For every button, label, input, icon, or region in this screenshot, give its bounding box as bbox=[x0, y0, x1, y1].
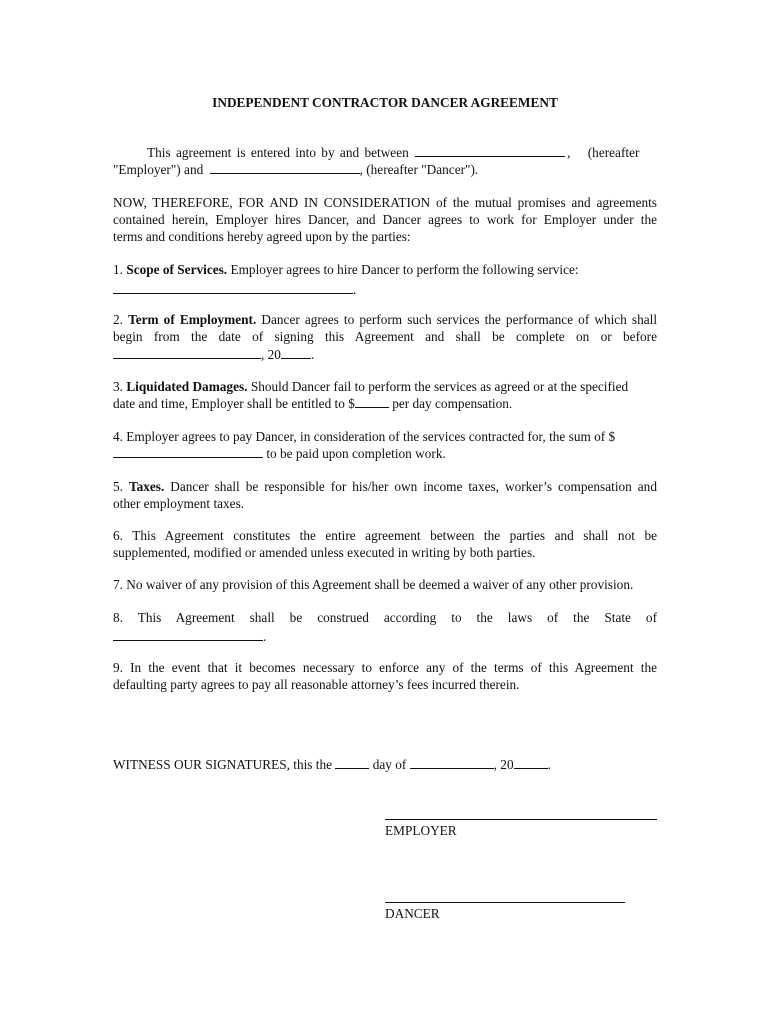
witness-day-of: day of bbox=[372, 757, 407, 772]
state-field[interactable] bbox=[113, 628, 263, 641]
clause3-line2-start: date and time, Employer shall be entitled to $ bbox=[113, 396, 355, 411]
completion-date-field[interactable] bbox=[113, 346, 261, 359]
witness-month-field[interactable] bbox=[410, 756, 494, 769]
clause6-line2: supplemented, modified or amended unless executed in writing by both parties. bbox=[113, 545, 536, 560]
witness-year-prefix: , 20 bbox=[493, 757, 514, 772]
intro-line1-start: This agreement is entered into by and between bbox=[147, 145, 409, 160]
clause3-line2-end: per day compensation. bbox=[392, 396, 513, 411]
witness-year-field[interactable] bbox=[514, 756, 548, 769]
dancer-signature-line[interactable] bbox=[385, 902, 625, 903]
consideration-paragraph bbox=[113, 194, 657, 245]
clause5-line2: other employment taxes. bbox=[113, 496, 245, 511]
completion-year-field[interactable] bbox=[281, 346, 311, 359]
clause1-heading: Scope of Services. bbox=[126, 262, 228, 277]
clause2-end: . bbox=[310, 347, 315, 362]
clause3-line1: Should Dancer fail to perform the services as agreed or at the specified bbox=[250, 379, 629, 394]
document-title: INDEPENDENT CONTRACTOR DANCER AGREEMENT bbox=[212, 95, 558, 110]
intro-line2-start: "Employer") and bbox=[113, 162, 204, 177]
dancer-label: DANCER bbox=[385, 906, 440, 921]
clause-payment bbox=[113, 428, 657, 462]
consideration-line2: contained herein, Employer hires Dancer, and Dancer agrees to work for Employer under the bbox=[113, 212, 657, 227]
clause3-heading: Liquidated Damages. bbox=[126, 379, 248, 394]
consideration-line1: NOW, THEREFORE, FOR AND IN CONSIDERATION of the mutual promises and agreements bbox=[113, 195, 657, 210]
clause2-line1: Dancer agrees to perform such services the performance of which shall bbox=[261, 312, 658, 327]
clause9-line2: defaulting party agrees to pay all reasonable attorney’s fees incurred therein. bbox=[113, 677, 520, 692]
clause-term-of-employment bbox=[113, 311, 657, 363]
clause1-number: 1. bbox=[113, 262, 123, 277]
clause-taxes bbox=[113, 478, 657, 512]
consideration-line3: terms and conditions hereby agreed upon by the parties: bbox=[113, 229, 411, 244]
clause1-end: . bbox=[353, 282, 357, 297]
clause8-line1: 8. This Agreement shall be construed according to the laws of the State of bbox=[113, 610, 657, 625]
dancer-name-field[interactable] bbox=[210, 161, 360, 174]
clause6-line1: 6. This Agreement constitutes the entire agreement between the parties and shall not be bbox=[113, 528, 657, 543]
clause2-heading: Term of Employment. bbox=[128, 312, 257, 327]
clause5-number: 5. bbox=[113, 479, 123, 494]
clause1-text: Employer agrees to hire Dancer to perform the following service: bbox=[230, 262, 579, 277]
intro-paragraph bbox=[113, 144, 657, 178]
clause-scope-of-services bbox=[113, 261, 657, 298]
clause-attorney-fees bbox=[113, 659, 657, 693]
clause8-end: . bbox=[263, 629, 267, 644]
employer-signature-line[interactable] bbox=[385, 819, 657, 820]
clause9-line1: 9. In the event that it becomes necessary to enforce any of the terms of this Agreement the bbox=[113, 660, 657, 675]
clause2-year-prefix: , 20 bbox=[261, 347, 281, 362]
intro-line2-end: , (hereafter "Dancer"). bbox=[359, 162, 479, 177]
witness-day-field[interactable] bbox=[335, 756, 369, 769]
clause-entire-agreement bbox=[113, 527, 657, 561]
employer-label: EMPLOYER bbox=[385, 823, 457, 838]
clause5-line1: Dancer shall be responsible for his/her own income taxes, worker’s compensation and bbox=[170, 479, 657, 494]
payment-amount-field[interactable] bbox=[113, 445, 263, 458]
daily-compensation-field[interactable] bbox=[355, 395, 389, 408]
clause3-number: 3. bbox=[113, 379, 123, 394]
witness-start: WITNESS OUR SIGNATURES, this the bbox=[113, 757, 333, 772]
clause2-number: 2. bbox=[113, 312, 123, 327]
clause-no-waiver bbox=[113, 576, 657, 593]
service-description-field[interactable] bbox=[113, 281, 353, 294]
clause4-line1: 4. Employer agrees to pay Dancer, in consideration of the services contracted for, the sum of $ bbox=[113, 429, 616, 444]
clause7-line1: 7. No waiver of any provision of this Agreement shall be deemed a waiver of any other provision. bbox=[113, 577, 634, 592]
witness-line bbox=[113, 756, 657, 773]
intro-line1-end: , (hereafter bbox=[567, 145, 640, 160]
clause-liquidated-damages bbox=[113, 378, 657, 412]
clause2-line2: begin from the date of signing this Agreement and shall be complete on or before bbox=[113, 329, 657, 344]
witness-end: . bbox=[547, 757, 551, 772]
clause4-line2-end: to be paid upon completion work. bbox=[266, 446, 446, 461]
employer-name-field[interactable] bbox=[415, 144, 565, 157]
clause5-heading: Taxes. bbox=[128, 479, 165, 494]
clause-governing-law bbox=[113, 609, 657, 645]
